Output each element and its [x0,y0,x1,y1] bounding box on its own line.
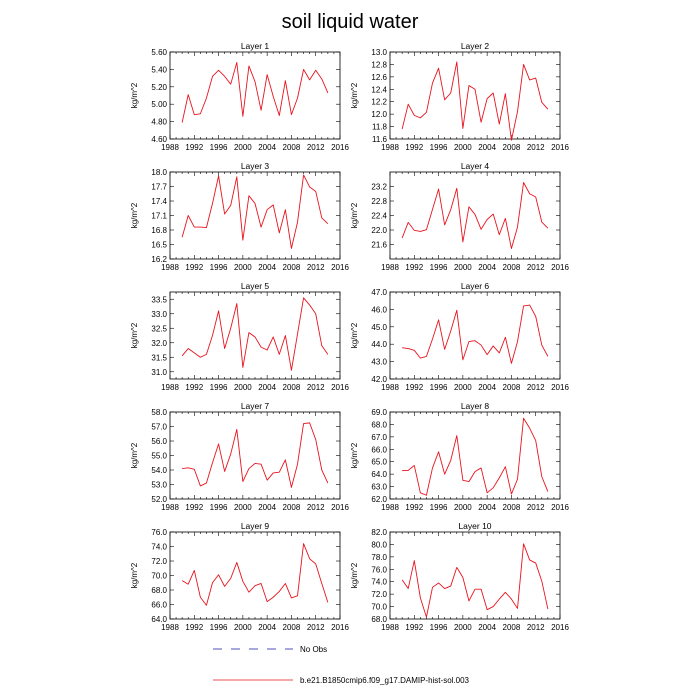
y-tick-label: 78.0 [371,552,387,562]
x-tick-label: 2000 [453,623,472,632]
x-tick-label: 2012 [306,503,325,512]
x-tick-label: 2004 [258,383,277,392]
y-tick-label: 33.5 [151,295,167,305]
y-tick-label: 11.8 [372,122,387,132]
y-tick-label: 62.0 [371,495,387,504]
x-tick-label: 1992 [405,383,424,392]
panel-layer-7 [130,401,349,512]
x-tick-label: 2000 [233,623,252,632]
y-tick-label: 45.0 [371,322,387,332]
y-tick-label: 68.0 [371,615,387,624]
panel-title: Layer 1 [240,41,270,51]
legend [213,645,470,685]
series-line [402,62,548,140]
x-tick-label: 1996 [209,143,228,152]
y-tick-label: 68.0 [371,420,387,430]
x-tick-label: 1988 [161,143,179,152]
plot-frame [390,292,560,379]
x-tick-label: 1996 [209,623,228,632]
panel-title: Layer 8 [460,401,490,411]
x-tick-label: 2008 [282,263,301,272]
x-tick-label: 1988 [381,503,399,512]
y-axis-label: kg/m^2 [350,202,359,229]
y-tick-label: 53.0 [151,480,167,490]
x-tick-label: 1992 [185,143,204,152]
y-tick-label: 17.1 [151,211,167,221]
x-tick-label: 1992 [405,503,424,512]
y-tick-label: 54.0 [151,466,167,475]
plot-frame [170,52,340,139]
x-tick-label: 1992 [405,623,424,632]
y-axis-label: kg/m^2 [130,322,139,349]
panel-title: Layer 2 [460,41,490,51]
x-tick-label: 2000 [453,143,472,152]
panel-title: Layer 3 [240,161,270,171]
y-tick-label: 4.60 [151,135,167,144]
x-tick-label: 2012 [526,623,545,632]
y-tick-label: 68.0 [151,586,167,595]
panel-layer-8 [350,401,569,512]
series-line [182,423,328,488]
y-tick-label: 11.6 [372,135,387,144]
x-tick-label: 1996 [209,383,228,392]
x-tick-label: 2016 [551,143,569,152]
x-tick-label: 2016 [331,623,349,632]
x-tick-label: 2012 [306,143,325,152]
panel-layer-9 [130,521,349,632]
x-tick-label: 1988 [381,143,399,152]
y-tick-label: 74.0 [371,577,387,587]
x-tick-label: 2000 [453,263,472,272]
panel-layer-2 [350,41,569,152]
x-tick-label: 2008 [502,263,521,272]
x-tick-label: 1992 [185,503,204,512]
y-tick-label: 4.80 [151,117,167,127]
plot-frame [390,532,560,619]
y-tick-label: 16.5 [151,240,167,250]
y-tick-label: 58.0 [151,408,167,417]
y-tick-label: 12.0 [371,110,387,120]
y-tick-label: 82.0 [371,528,387,537]
x-tick-label: 1996 [429,263,448,272]
y-tick-label: 64.0 [371,470,387,480]
x-tick-label: 2000 [453,503,472,512]
x-tick-label: 2012 [526,143,545,152]
y-axis-label: kg/m^2 [130,562,139,589]
y-tick-label: 76.0 [371,565,387,575]
x-tick-label: 1988 [381,383,399,392]
y-tick-label: 63.0 [371,482,387,492]
panel-layer-6 [350,281,569,392]
x-tick-label: 2012 [306,263,325,272]
y-tick-label: 44.0 [371,340,387,350]
y-tick-label: 12.8 [371,60,387,70]
y-tick-label: 12.4 [371,85,387,95]
x-tick-label: 2016 [331,143,349,152]
y-tick-label: 72.0 [371,590,387,600]
x-tick-label: 2000 [233,143,252,152]
x-tick-label: 2008 [502,143,521,152]
x-tick-label: 2012 [526,263,545,272]
series-line [182,62,328,122]
y-tick-label: 66.0 [371,445,387,455]
legend-label-model: b.e21.B1850cmip6.f09_g17.DAMIP-hist-sol.003 [300,676,469,685]
series-line [402,418,548,495]
plot-frame [390,412,560,499]
y-tick-label: 42.0 [371,375,387,384]
y-tick-label: 16.8 [151,226,167,235]
panel-title: Layer 5 [240,281,270,291]
x-tick-label: 2008 [282,383,301,392]
y-tick-label: 22.8 [371,197,387,206]
y-tick-label: 5.60 [151,48,167,57]
y-axis-label: kg/m^2 [350,322,359,349]
y-axis-label: kg/m^2 [350,82,359,109]
panel-layer-1 [130,41,349,152]
x-tick-label: 2000 [233,263,252,272]
x-tick-label: 2016 [331,503,349,512]
panel-layer-3 [130,161,349,272]
x-tick-label: 1996 [209,263,228,272]
panel-layer-4 [350,161,569,272]
x-tick-label: 2008 [282,623,301,632]
y-tick-label: 22.4 [371,211,387,221]
y-tick-label: 70.0 [151,571,167,581]
y-tick-label: 16.2 [151,255,167,264]
x-tick-label: 2004 [478,383,497,392]
x-tick-label: 1996 [209,503,228,512]
x-tick-label: 1988 [161,503,179,512]
y-axis-label: kg/m^2 [130,82,139,109]
x-tick-label: 1988 [161,383,179,392]
y-tick-label: 31.0 [151,367,167,377]
panel-title: Layer 6 [460,281,490,291]
series-line [182,298,328,371]
x-tick-label: 1992 [185,623,204,632]
x-tick-label: 2008 [282,503,301,512]
y-tick-label: 64.0 [151,615,167,624]
x-tick-label: 1996 [429,503,448,512]
panels-container [130,41,569,632]
y-tick-label: 32.0 [151,338,167,348]
series-line [182,175,328,248]
panel-title: Layer 9 [240,521,270,531]
y-tick-label: 5.00 [151,100,167,110]
x-tick-label: 2004 [478,143,497,152]
y-axis-label: kg/m^2 [130,202,139,229]
x-tick-label: 2004 [258,263,277,272]
x-tick-label: 2016 [551,623,569,632]
plot-frame [170,292,340,379]
plot-frame [390,52,560,139]
figure-title: soil liquid water [281,11,419,33]
y-tick-label: 56.0 [151,437,167,446]
x-tick-label: 2008 [502,623,521,632]
x-tick-label: 2004 [258,143,277,152]
x-tick-label: 2016 [331,263,349,272]
y-tick-label: 13.0 [371,48,387,57]
x-tick-label: 2004 [478,623,497,632]
y-tick-label: 12.6 [371,72,387,82]
y-tick-label: 46.0 [371,305,387,315]
series-line [182,544,328,606]
x-tick-label: 1992 [185,383,204,392]
y-tick-label: 76.0 [151,528,167,537]
x-tick-label: 2012 [306,383,325,392]
x-tick-label: 2004 [258,503,277,512]
plot-frame [170,172,340,259]
y-axis-label: kg/m^2 [130,442,139,469]
x-tick-label: 2008 [502,383,521,392]
y-axis-label: kg/m^2 [350,562,359,589]
x-tick-label: 2004 [478,263,497,272]
x-tick-label: 1988 [381,263,399,272]
y-tick-label: 22.0 [371,226,387,235]
y-axis-label: kg/m^2 [350,442,359,469]
series-line [402,305,548,363]
x-tick-label: 1988 [161,263,179,272]
panel-layer-10 [350,521,569,632]
y-tick-label: 32.5 [151,324,167,334]
y-tick-label: 5.40 [151,65,167,75]
x-tick-label: 1992 [405,263,424,272]
x-tick-label: 1992 [185,263,204,272]
x-tick-label: 1988 [161,623,179,632]
x-tick-label: 1996 [429,383,448,392]
x-tick-label: 1996 [429,623,448,632]
y-tick-label: 57.0 [151,422,167,432]
x-tick-label: 2012 [526,503,545,512]
y-tick-label: 21.6 [371,240,387,250]
y-tick-label: 12.2 [371,97,387,107]
y-tick-label: 69.0 [371,408,387,417]
x-tick-label: 1996 [429,143,448,152]
x-tick-label: 2000 [453,383,472,392]
y-tick-label: 67.0 [371,432,387,442]
y-tick-label: 17.4 [151,197,167,206]
x-tick-label: 2016 [551,503,569,512]
x-tick-label: 2016 [331,383,349,392]
y-tick-label: 43.0 [371,357,387,367]
x-tick-label: 1992 [405,143,424,152]
y-tick-label: 52.0 [151,495,167,504]
y-tick-label: 80.0 [371,540,387,550]
y-tick-label: 66.0 [151,600,167,610]
x-tick-label: 2016 [551,263,569,272]
x-tick-label: 2004 [478,503,497,512]
x-tick-label: 2008 [502,503,521,512]
panel-title: Layer 7 [240,401,270,411]
y-tick-label: 65.0 [371,457,387,467]
y-tick-label: 74.0 [151,542,167,552]
y-tick-label: 33.0 [151,309,167,319]
panel-title: Layer 4 [460,161,490,171]
y-tick-label: 18.0 [151,168,167,177]
y-tick-label: 23.2 [371,182,387,192]
x-tick-label: 1988 [381,623,399,632]
plot-frame [170,412,340,499]
panel-title: Layer 10 [458,521,492,531]
series-line [402,544,548,617]
panel-layer-5 [130,281,349,392]
x-tick-label: 2000 [233,503,252,512]
y-tick-label: 72.0 [151,557,167,566]
x-tick-label: 2004 [258,623,277,632]
y-tick-label: 5.20 [151,82,167,92]
series-line [402,183,548,249]
x-tick-label: 2012 [526,383,545,392]
x-tick-label: 2012 [306,623,325,632]
y-tick-label: 17.7 [151,182,167,192]
y-tick-label: 31.5 [151,353,167,363]
y-tick-label: 47.0 [371,288,387,297]
y-tick-label: 55.0 [151,451,167,461]
x-tick-label: 2008 [282,143,301,152]
y-tick-label: 70.0 [371,602,387,612]
legend-label-no-obs: No Obs [300,645,328,654]
x-tick-label: 2016 [551,383,569,392]
x-tick-label: 2000 [233,383,252,392]
